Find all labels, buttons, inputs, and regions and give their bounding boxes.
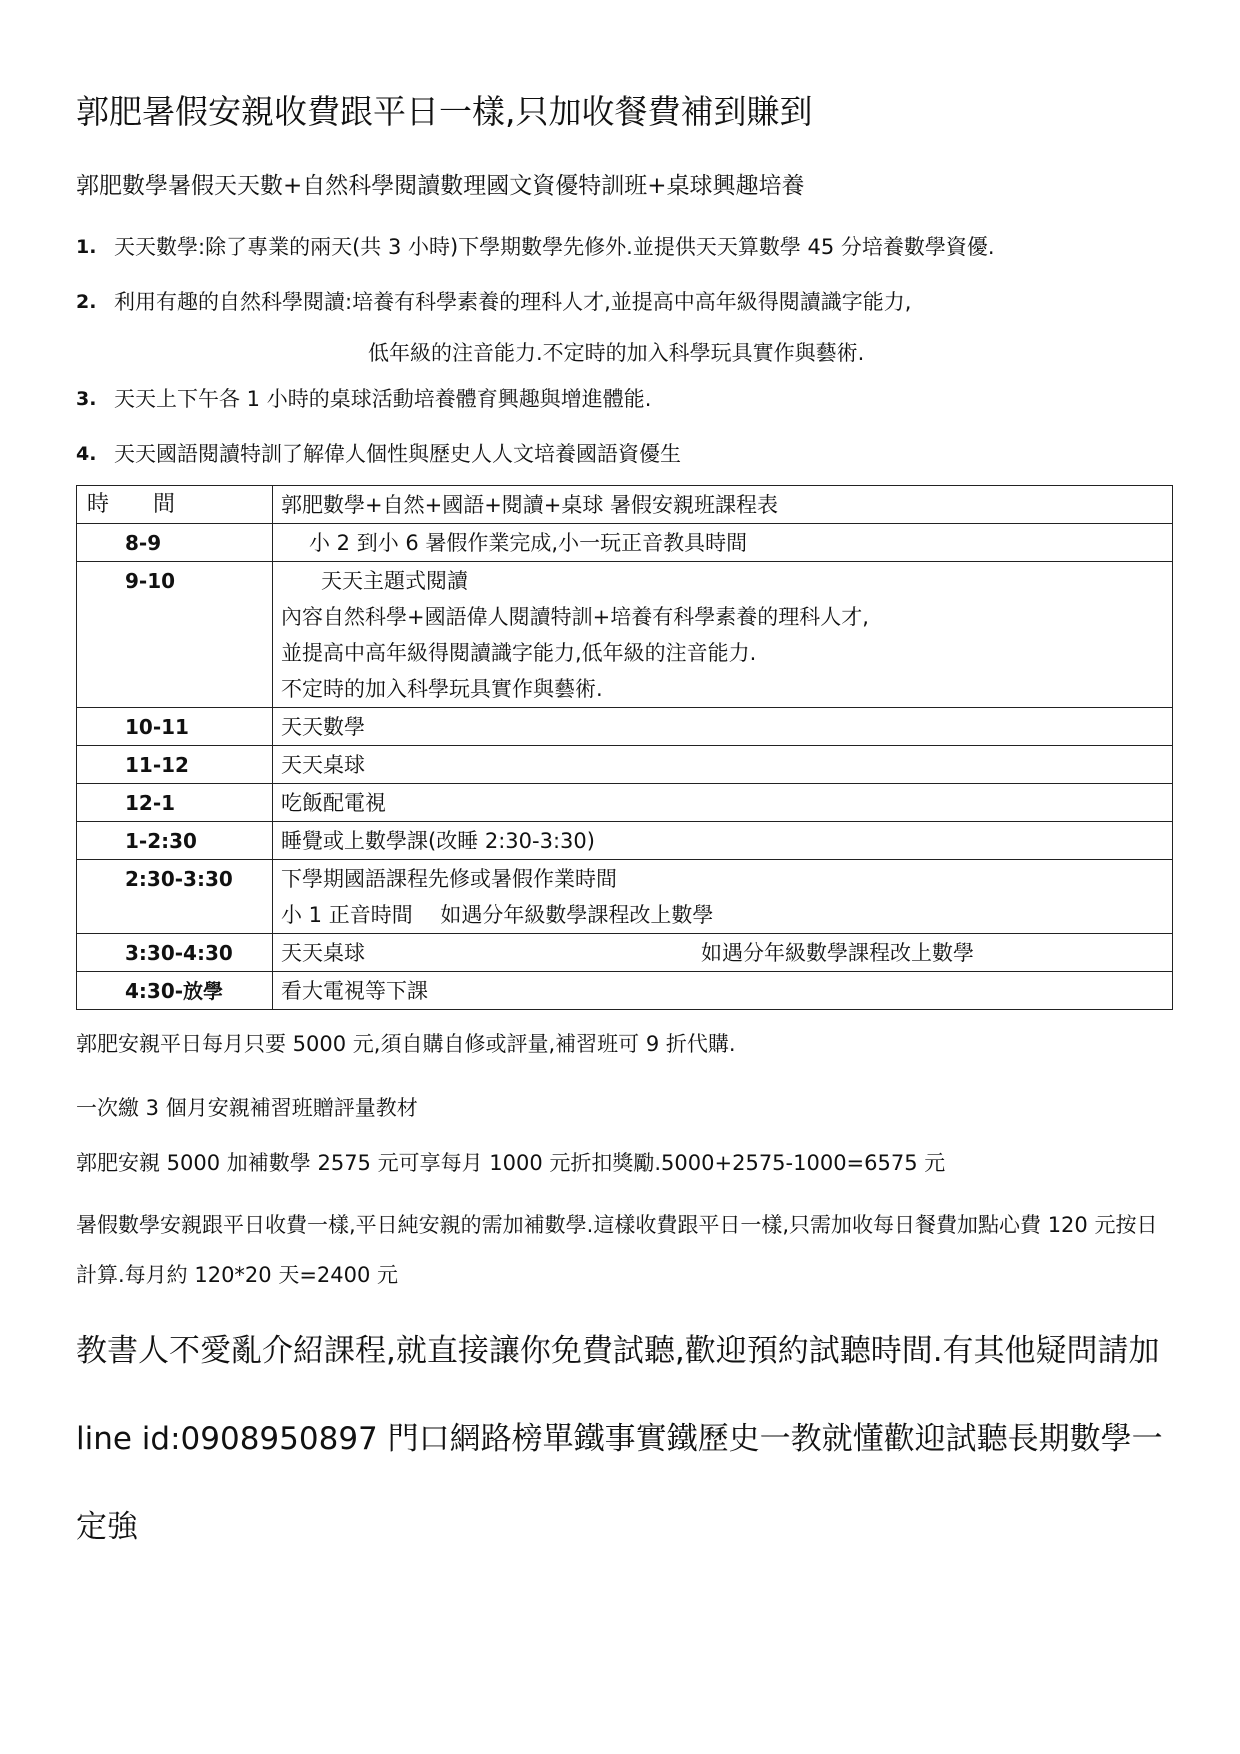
discount-paragraph: 郭肥安親 5000 加補數學 2575 元可享每月 1000 元折扣獎勵.5000+2575-1000=6575 元 [76,1151,946,1175]
activity-cell [273,934,1173,972]
table-header-row [77,486,1173,524]
time-cell: 10-11 [77,708,273,746]
activity-line: 內容自然科學+國語偉人閱讀特訓+培養有科學素養的理科人才, [281,605,869,629]
header-title: 郭肥數學+自然+國語+閱讀+桌球 暑假安親班課程表 [273,486,1173,524]
activity-line: 天天數學 [281,715,365,739]
table-row [77,784,1173,822]
activity-line: 看大電視等下課 [281,979,428,1003]
page-title: 郭肥暑假安親收費跟平日一樣,只加收餐費補到賺到 [76,92,813,131]
table-row [77,562,1173,708]
summer-fee-paragraph: 暑假數學安親跟平日收費一樣,平日純安親的需加補數學.這樣收費跟平日一樣,只需加收每日餐費加點心費 120 元按日計算.每月約 120*20 天=2400 元 [76,1213,1158,1287]
list-item [76,285,1176,370]
list-text-continued: 低年級的注音能力.不定時的加入科學玩具實作與藝術. [368,341,865,365]
activity-cell [273,708,1173,746]
table-row [77,524,1173,562]
time-cell: 1-2:30 [77,822,273,860]
list-text: 利用有趣的自然科學閱讀:培養有科學素養的理科人才,並提高中高年級得閱讀識字能力, [114,290,912,314]
list-text: 天天國語閱讀特訓了解偉人個性與歷史人人文培養國語資優生 [114,442,681,466]
list-number: 1. [76,236,97,258]
list-text: 天天上下午各 1 小時的桌球活動培養體育興趣與增進體能. [114,387,652,411]
activity-cell [273,524,1173,562]
time-cell: 8-9 [77,524,273,562]
activity-left: 天天桌球 [281,941,365,965]
activity-cell [273,562,1173,708]
activity-line: 天天主題式閱讀 [321,569,468,593]
table-row [77,934,1173,972]
time-cell: 12-1 [77,784,273,822]
activity-cell [273,972,1173,1010]
activity-cell [273,860,1173,934]
activity-line: 天天桌球 [281,753,365,777]
schedule-table [76,485,1173,1010]
list-text: 天天數學:除了專業的兩天(共 3 小時)下學期數學先修外.並提供天天算數學 45 分培養數學資優. [114,235,995,259]
list-number: 2. [76,291,97,313]
activity-line: 並提高中高年級得閱讀識字能力,低年級的注音能力. [281,641,757,665]
activity-cell [273,822,1173,860]
time-cell: 9-10 [77,562,273,708]
activity-cell [273,746,1173,784]
activity-right: 如遇分年級數學課程改上數學 [701,941,974,965]
activity-line: 睡覺或上數學課(改睡 2:30-3:30) [281,829,595,853]
list-item [76,230,1176,264]
table-row [77,860,1173,934]
list-number: 3. [76,388,97,410]
table-row [77,708,1173,746]
table-row [77,746,1173,784]
time-cell: 4:30-放學 [77,972,273,1010]
activity-split [281,935,1164,971]
activity-line: 吃飯配電視 [281,791,386,815]
table-row [77,822,1173,860]
feature-list [76,230,1176,492]
activity-line: 小 2 到小 6 暑假作業完成,小一玩正音教具時間 [309,531,748,555]
activity-line: 不定時的加入科學玩具實作與藝術. [281,677,603,701]
promo-paragraph: 一次繳 3 個月安親補習班贈評量教材 [76,1096,418,1120]
activity-line: 小 1 正音時間 如遇分年級數學課程改上數學 [281,903,714,927]
time-cell: 11-12 [77,746,273,784]
closing-message: 教書人不愛亂介紹課程,就直接讓你免費試聽,歡迎預約試聽時間.有其他疑問請加 line id:0908950897 門口網路榜單鐵事實鐵歷史一教就懂歡迎試聽長期數學一定強 [76,1333,1163,1545]
header-time: 時 間 [77,486,273,524]
table-row [77,972,1173,1010]
time-cell: 2:30-3:30 [77,860,273,934]
activity-cell [273,784,1173,822]
list-number: 4. [76,443,97,465]
fee-paragraph: 郭肥安親平日每月只要 5000 元,須自購自修或評量,補習班可 9 折代購. [76,1032,736,1056]
list-item [76,382,1176,416]
time-cell: 3:30-4:30 [77,934,273,972]
page-subtitle: 郭肥數學暑假天天數+自然科學閱讀數理國文資優特訓班+桌球興趣培養 [76,173,805,199]
list-item [76,437,1176,471]
activity-line: 下學期國語課程先修或暑假作業時間 [281,867,617,891]
